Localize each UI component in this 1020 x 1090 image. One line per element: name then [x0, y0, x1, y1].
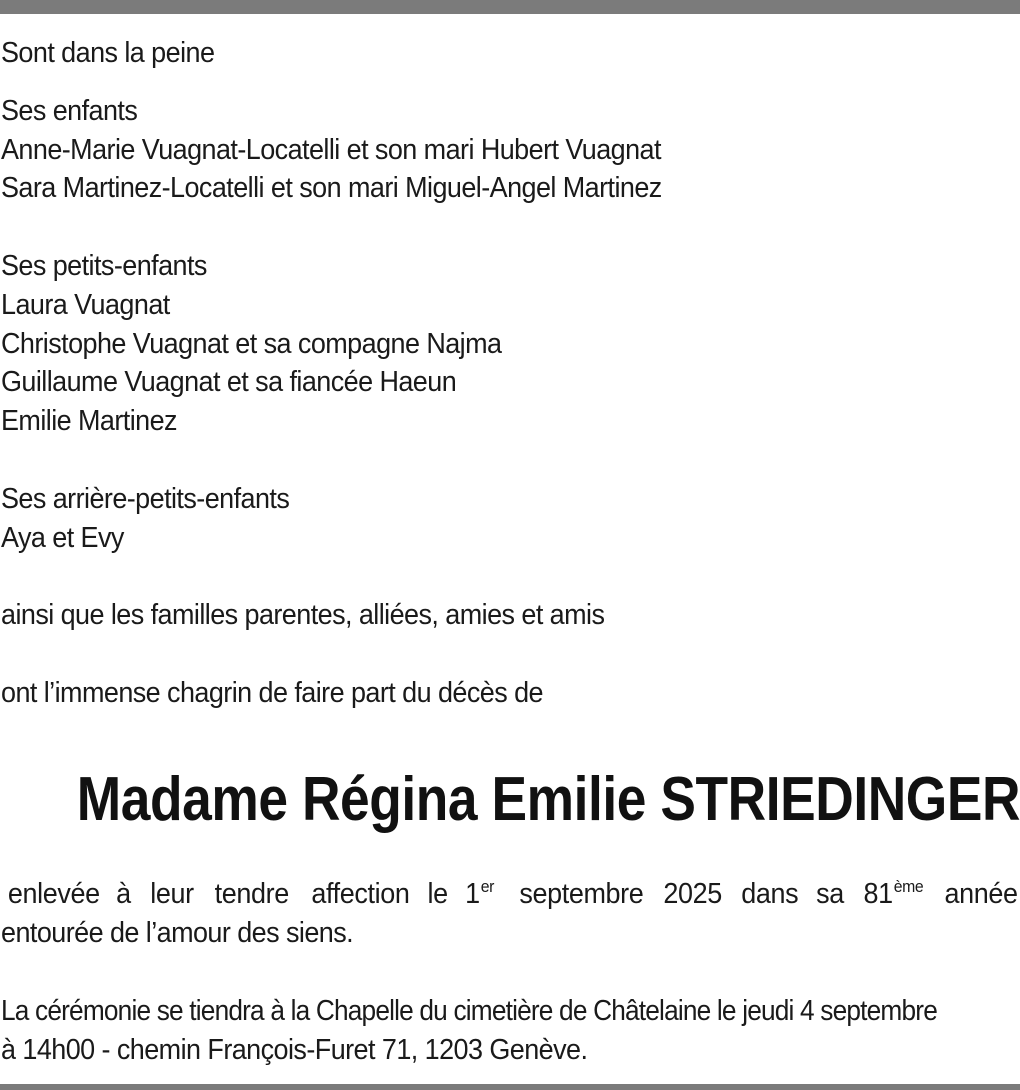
grandchild-name: Christophe Vuagnat et sa compagne Najma	[1, 327, 502, 360]
notice-word: à	[116, 878, 132, 910]
ceremony-paragraph	[1, 992, 1018, 1070]
notice-word: tendre	[214, 878, 289, 910]
grandchild-name: Laura Vuagnat	[1, 288, 170, 321]
notice-year: 2025	[662, 878, 722, 910]
grandchild-name: Emilie Martinez	[1, 405, 177, 438]
death-notice-paragraph	[1, 875, 1018, 953]
day-number: 1	[465, 878, 480, 910]
child-name: Sara Martinez-Locatelli et son mari Miguel-Angel Martinez	[1, 172, 662, 205]
age-suffix: ème	[894, 877, 924, 896]
notice-word: le	[427, 878, 448, 910]
notice-month: septembre	[518, 878, 643, 910]
great-grandchildren-section	[1, 480, 1018, 558]
notice-word: enlevée	[7, 878, 100, 910]
notice-word: leur	[149, 878, 194, 910]
top-rule	[0, 0, 1020, 14]
deceased-name	[0, 764, 1020, 836]
ceremony-line-2: à 14h00 - chemin François-Furet 71, 1203 Genève.	[1, 1033, 588, 1066]
families-line: ainsi que les familles parentes, alliées, amies et amis	[1, 599, 605, 632]
children-heading: Ses enfants	[1, 94, 138, 127]
child-name: Anne-Marie Vuagnat-Locatelli et son mari Hubert Vuagnat	[1, 133, 661, 166]
notice-date-day	[465, 875, 494, 914]
day-suffix: er	[480, 877, 494, 896]
notice-age	[864, 875, 924, 914]
intro-line: Sont dans la peine	[1, 37, 215, 69]
age-number: 81	[863, 878, 894, 910]
bottom-rule	[0, 1084, 1020, 1090]
ceremony-line-1: La cérémonie se tiendra à la Chapelle du cimetière de Châtelaine le jeudi 4 septembre	[1, 995, 937, 1027]
notice-body	[1, 34, 1018, 713]
notice-word: dans	[741, 878, 799, 910]
notice-word: sa	[815, 878, 844, 910]
great-grandchild-name: Aya et Evy	[1, 521, 124, 554]
children-section	[1, 92, 1018, 208]
families-section	[1, 596, 1018, 635]
grandchild-name: Guillaume Vuagnat et sa fiancée Haeun	[1, 366, 457, 399]
notice-word: année	[944, 878, 1018, 910]
grandchildren-section	[1, 247, 1018, 441]
announcement-line: ont l’immense chagrin de faire part du décès de	[1, 676, 543, 709]
death-notice-line-1	[1, 875, 1018, 914]
notice-word: affection	[311, 878, 410, 910]
grandchildren-heading: Ses petits-enfants	[1, 249, 207, 282]
great-grandchildren-heading: Ses arrière-petits-enfants	[1, 482, 290, 515]
death-notice-line-2: entourée de l’amour des siens.	[1, 916, 354, 949]
deceased-name-text: Madame Régina Emilie STRIEDINGER	[76, 765, 1020, 834]
